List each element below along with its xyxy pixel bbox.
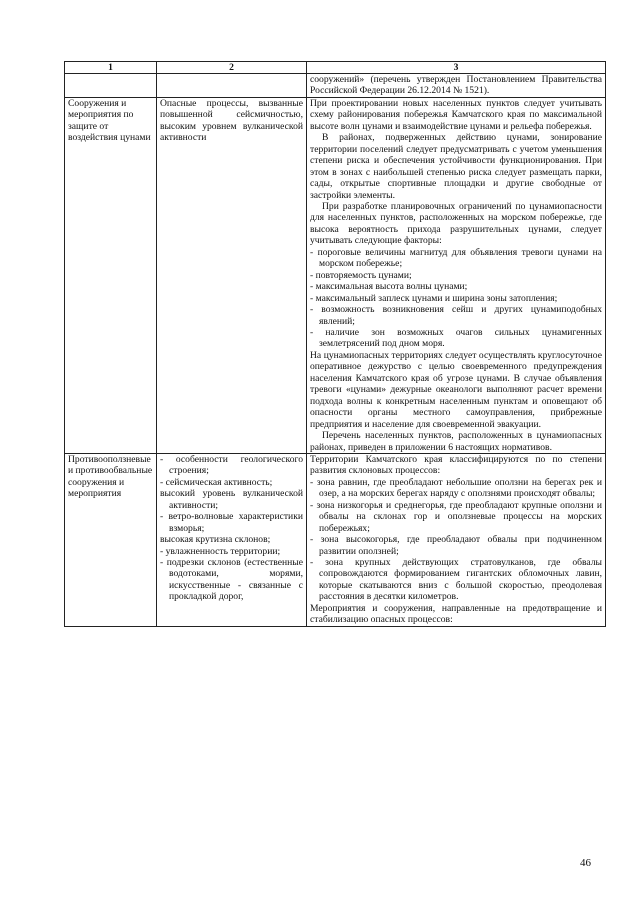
row1-list-item: - пороговые величины магнитуд для объявления тревоги цунами на морском побережье; [310, 246, 602, 270]
row1-list-item: - наличие зон возможных очагов сильных цунамигенных землетрясений под дном моря. [310, 326, 602, 350]
header-col-1: 1 [65, 62, 157, 74]
row2-list-item: - зона низкогорья и среднегорья, где преобладают крупные оползни и обвалы на склонах гор и оползневые процессы на морских побережьях; [310, 499, 602, 534]
row2-col2-item: - увлажненность территории; [160, 545, 281, 557]
row2-col3 [307, 453, 606, 626]
row2-list-item: - зона высокогорья, где преобладают обвалы при подчиненном развитии оползней; [310, 534, 602, 557]
header-col-2: 2 [157, 62, 307, 74]
regulation-table [64, 61, 606, 627]
row2-col2-item: - ветро-волновые характеристики взморья; [160, 511, 303, 534]
row0-col1 [65, 74, 157, 98]
row2-list-item: - зона равнин, где преобладают небольшие оползни на берегах рек и озер, а на морских берегах наряду с оползнями происходят обвалы; [310, 476, 602, 500]
table-row-continuation [65, 74, 606, 98]
row2-col2-item: - подрезки склонов (естественные водотоками, морями, искусственные - связанные с прокладкой дорог, [160, 557, 303, 603]
row1-list-item: - повторяемость цунами; [310, 269, 412, 281]
row2-list-item: - зона крупных действующих стратовулканов, где обвалы сопровождаются формированием гигантских обломочных лавин, которые скатываются вниз с большой скоростью, преодолевая расстояния в десятки километров. [310, 557, 602, 603]
table-row-landslide [65, 453, 606, 626]
row1-paragraph: В районах, подверженных действию цунами, зонирование территории поселений следует предусматривать с учетом уменьшения степени риска и обеспечения устойчивости функционирования. При этом в зонах с наибольшей степенью риска следует размещать парки, сады, открытые спортивные площадки и другие свободные от застройки элементы. [310, 132, 602, 201]
row1-paragraph: При разработке планировочных ограничений по цунамиопасности для населенных пунктов, расположенных на морском побережье, где высока вероятность прихода разрушительных цунами, следует учитывать следующие факторы: [310, 200, 602, 247]
row2-col2-item: высокая крутизна склонов; [160, 534, 271, 546]
row1-paragraph: При проектировании новых населенных пунктов следует учитывать схему районирования побережья Камчатского края по максимальной высоте волн цунами и взаимодействие цунами и рельефа побережья. [310, 97, 602, 132]
header-col-3: 3 [307, 62, 606, 74]
table-header-row [65, 62, 606, 74]
row0-col2 [157, 74, 307, 98]
row2-col2 [157, 453, 307, 626]
row0-col3 [307, 74, 606, 98]
row1-col2 [157, 97, 307, 453]
row1-col2-text: Опасные процессы, вызванные повышенной сейсмичностью, высоким уровнем вулканической активности [160, 97, 303, 144]
row2-col2-item: - особенности геологического строения; [160, 453, 303, 477]
row1-list-item: - максимальный заплеск цунами и ширина зоны затопления; [310, 292, 558, 304]
row0-col3-text: сооружений» (перечень утвержден Постановлением Правительства Российской Федерации 26.12.2014 № 1521). [310, 74, 602, 97]
page-number: 46 [580, 857, 591, 869]
row2-outro: Мероприятия и сооружения, направленные на предотвращение и стабилизацию опасных процессов: [310, 602, 602, 626]
row2-col2-item: высокий уровень вулканической активности; [160, 488, 303, 511]
table-row-tsunami [65, 97, 606, 453]
row1-list-item: - максимальная высота волны цунами; [310, 281, 468, 293]
row1-paragraph: На цунамиопасных территориях следует осуществлять круглосуточное оперативное дежурство с целью своевременного предупреждения населения Камчатского края об угрозе цунами. В случае объявления тревоги «цунами» дежурные океанологи выполняют расчет времени подхода волны к конкретным населенным пунктам и оповещают об опасности органы местного самоуправления, прибрежные предприятия и население для своевременной эвакуации. [310, 349, 602, 430]
row2-col2-item: - сейсмическая активность; [160, 476, 273, 488]
row1-col1: Сооружения и мероприятия по защите от воздействия цунами [65, 97, 157, 453]
row1-paragraph: Перечень населенных пунктов, расположенных в цунамиопасных районах, приведен в приложении 6 настоящих нормативов. [310, 430, 602, 453]
row1-list-item: - возможность возникновения сейш и других цунамиподобных явлений; [310, 304, 602, 327]
row2-col1: Противооползневые и противообвальные сооружения и мероприятия [65, 453, 157, 626]
row1-col3 [307, 97, 606, 453]
row2-intro: Территории Камчатского края классифицируются по по степени развития склоновых процессов: [310, 453, 602, 477]
